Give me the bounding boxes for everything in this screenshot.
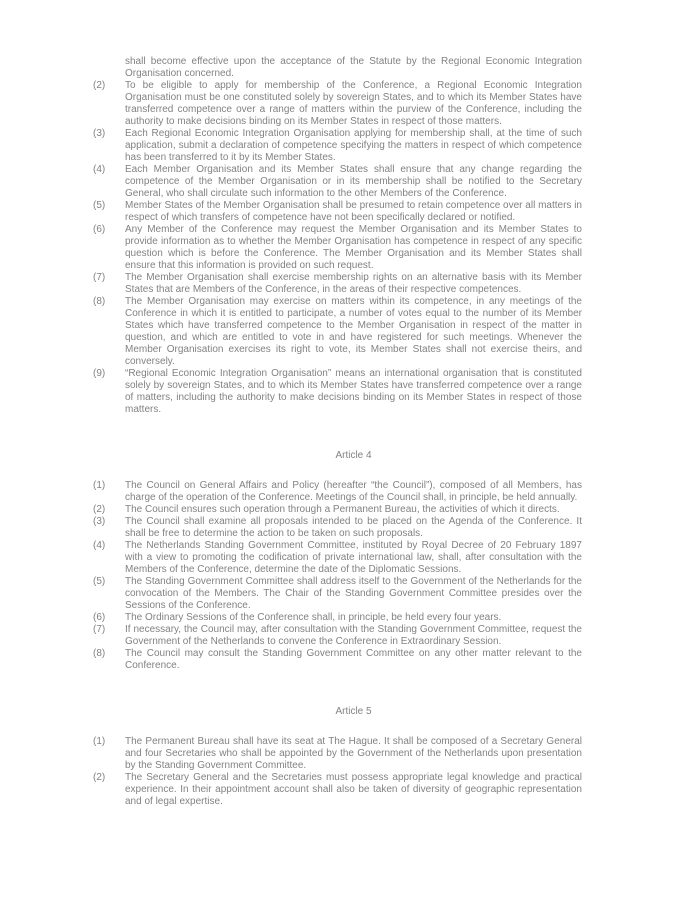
paragraph-text: Member States of the Member Organisation shall be presumed to retain competence over all matters in respect of which transfers of competence have not been specifically declared or notified. [125, 200, 582, 223]
paragraph-number: (5) [93, 576, 106, 587]
paragraph-number: (6) [93, 224, 106, 235]
paragraph [93, 296, 582, 368]
paragraph [93, 480, 582, 504]
article-heading: Article 4 [335, 450, 372, 461]
article-heading: Article 5 [335, 706, 372, 717]
paragraph-text: The Council on General Affairs and Policy (hereafter “the Council”), composed of all Members, has charge of the operation of the Conference. Meetings of the Council shall, in principle, be held annually. [125, 480, 582, 503]
paragraph-text: The Member Organisation may exercise on matters within its competence, in any meetings of the Conference in which it is entitled to participate, a number of votes equal to the number of its Member States which have transferred competence to the Member Organisation in respect of the matter in question, and which are entitled to vote in and have registered for such meetings. Whenever the Member Organisation exercises its right to vote, its Member States shall not exercise theirs, and conversely. [125, 296, 582, 367]
paragraph-number: (8) [93, 648, 106, 659]
paragraph-text: If necessary, the Council may, after consultation with the Standing Government Committee, request the Government of the Netherlands to convene the Conference in Extraordinary Session. [125, 624, 582, 647]
paragraph-number: (7) [93, 624, 106, 635]
paragraph [93, 576, 582, 612]
paragraph [93, 648, 582, 672]
paragraph-number: (9) [93, 368, 106, 379]
paragraph [93, 80, 582, 128]
paragraph [93, 624, 582, 648]
document-content [93, 56, 582, 808]
paragraph-text: The Council shall examine all proposals intended to be placed on the Agenda of the Conference. It shall be free to determine the action to be taken on such proposals. [125, 516, 582, 539]
paragraph [93, 612, 582, 624]
paragraph-number: (7) [93, 272, 106, 283]
paragraph [93, 736, 582, 772]
paragraph-text: “Regional Economic Integration Organisation” means an international organisation that is constituted solely by sovereign States, and to which its Member States have transferred competence over a range of matters, including the authority to make decisions binding on its Member States in respect of those matters. [125, 368, 582, 415]
paragraph-number: (4) [93, 164, 106, 175]
paragraph-number: (8) [93, 296, 106, 307]
paragraph-number: (1) [93, 480, 106, 491]
paragraph [93, 272, 582, 296]
paragraph-text: The Standing Government Committee shall address itself to the Government of the Netherlands for the convocation of the Members. The Chair of the Standing Government Committee presides over the Sessions of the Conference. [125, 576, 582, 611]
paragraph-number: (3) [93, 128, 106, 139]
paragraph-text: The Ordinary Sessions of the Conference shall, in principle, be held every four years. [125, 612, 502, 623]
paragraph-number: (2) [93, 772, 106, 783]
paragraph-text: The Council ensures such operation through a Permanent Bureau, the activities of which it directs. [125, 504, 560, 515]
paragraph-number: (2) [93, 504, 106, 515]
paragraph-number: (4) [93, 540, 106, 551]
paragraph-number [93, 56, 125, 80]
paragraph [93, 56, 582, 80]
paragraph-text: The Secretary General and the Secretaries must possess appropriate legal knowledge and practical experience. In their appointment account shall also be taken of diversity of geographic representation and of legal expertise. [125, 772, 582, 807]
paragraph-number: (1) [93, 736, 106, 747]
paragraph [93, 128, 582, 164]
paragraph-number: (5) [93, 200, 106, 211]
paragraph-text: The Member Organisation shall exercise membership rights on an alternative basis with its Member States that are Members of the Conference, in the areas of their respective competences. [125, 272, 582, 295]
paragraph [93, 540, 582, 576]
paragraph-text: The Netherlands Standing Government Committee, instituted by Royal Decree of 20 February 1897 with a view to promoting the codification of private international law, shall, after consultation with the Members of the Conference, determine the date of the Diplomatic Sessions. [125, 540, 582, 575]
paragraph-number: (3) [93, 516, 106, 527]
paragraph-text: shall become effective upon the acceptance of the Statute by the Regional Economic Integration Organisation concerned. [125, 56, 582, 79]
paragraph-text: Any Member of the Conference may request the Member Organisation and its Member States to provide information as to whether the Member Organisation has competence in respect of any specific question which is before the Conference. The Member Organisation and its Member States shall ensure that this information is provided on such request. [125, 224, 582, 271]
paragraph [93, 504, 582, 516]
paragraph-text: Each Member Organisation and its Member States shall ensure that any change regarding the competence of the Member Organisation or in its membership shall be notified to the Secretary General, who shall circulate such information to the other Members of the Conference. [125, 164, 582, 199]
paragraph [93, 200, 582, 224]
paragraph [93, 368, 582, 416]
paragraph-number: (2) [93, 80, 106, 91]
paragraph-text: The Permanent Bureau shall have its seat at The Hague. It shall be composed of a Secretary General and four Secretaries who shall be appointed by the Government of the Netherlands upon presentation by the Standing Government Committee. [125, 736, 582, 771]
paragraph [93, 164, 582, 200]
paragraph-text: The Council may consult the Standing Government Committee on any other matter relevant to the Conference. [125, 648, 582, 671]
paragraph-text: To be eligible to apply for membership of the Conference, a Regional Economic Integration Organisation must be one constituted solely by sovereign States, and to which its Member States have transferred competence over a range of matters within the purview of the Conference, including the authority to make decisions binding on its Member States in respect of those matters. [125, 80, 582, 127]
paragraph-text: Each Regional Economic Integration Organisation applying for membership shall, at the time of such application, submit a declaration of competence specifying the matters in respect of which competence has been transferred to it by its Member States. [125, 128, 582, 163]
paragraph [93, 516, 582, 540]
paragraph-number: (6) [93, 612, 106, 623]
paragraph [93, 772, 582, 808]
paragraph [93, 224, 582, 272]
